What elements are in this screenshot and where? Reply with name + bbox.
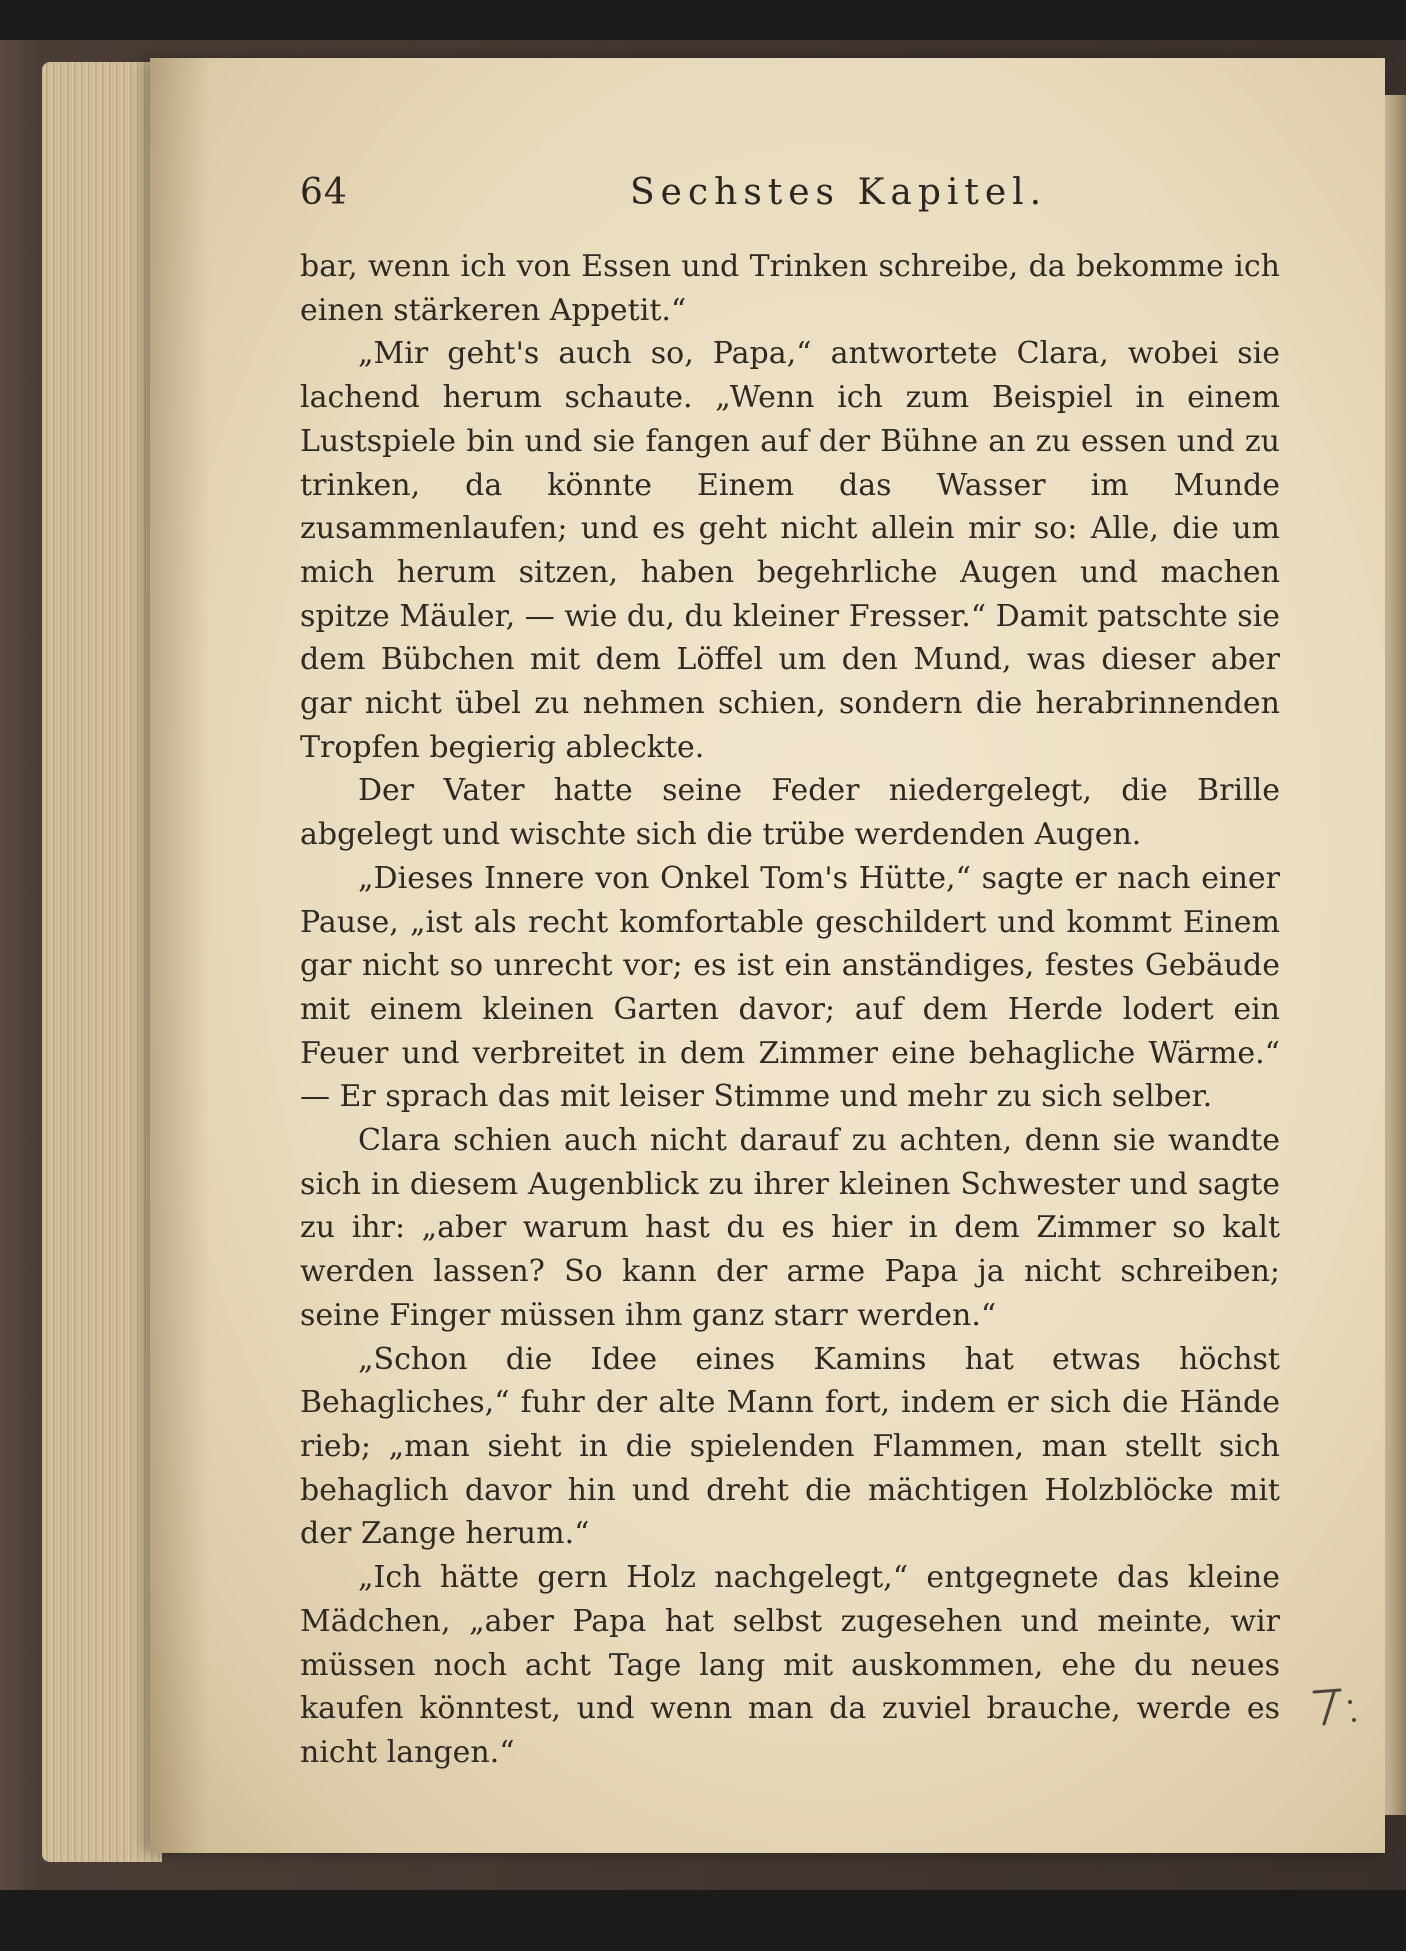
pencil-mark-icon	[1310, 1680, 1360, 1730]
paragraph: „Dieses Innere von Onkel Tom's Hütte,“ sagte er nach einer Pause, „ist als recht komfortable geschildert und kommt Einem gar nicht so unrecht vor; es ist ein anständiges, festes Gebäude mit einem kleinen Garten davor; auf dem Herde lodert ein Feuer und verbreitet in dem Zimmer eine behagliche Wärme.“ — Er sprach das mit leiser Stimme und mehr zu sich selber.	[300, 860, 1280, 1115]
page-stack-edge	[42, 62, 162, 1862]
paragraph: Clara schien auch nicht darauf zu achten, denn sie wandte sich in diesem Augenblick zu ihrer kleinen Schwester und sagte zu ihr: „aber warum hast du es hier in dem Zimmer so kalt werden lassen? So kann der arme Papa ja nicht schreiben; seine Finger müssen ihm ganz starr werden.“	[300, 1123, 1280, 1333]
page-gutter-shadow	[150, 58, 210, 1853]
paragraph: „Ich hätte gern Holz nachgelegt,“ entgegnete das kleine Mädchen, „aber Papa hat selbst zugesehen und meinte, wir müssen noch acht Tage lang mit auskommen, ehe du neues kaufen könntest, und wenn man da zuviel brauche, werde es nicht langen.“	[300, 1560, 1280, 1770]
body-text	[300, 245, 1280, 1775]
page-number: 64	[300, 172, 348, 213]
right-page-edge	[1382, 95, 1406, 1815]
paragraph: Der Vater hatte seine Feder niedergelegt, die Brille abgelegt und wischte sich die trübe werdenden Augen.	[300, 773, 1280, 853]
paragraph: bar, wenn ich von Essen und Trinken schreibe, da bekomme ich einen stärkeren Appetit.“	[300, 249, 1280, 328]
paragraph: „Schon die Idee eines Kamins hat etwas höchst Behagliches,“ fuhr der alte Mann fort, indem er sich die Hände rieb; „man sieht in die spielenden Flammen, man stellt sich behaglich davor hin und dreht die mächtigen Holzblöcke mit der Zange herum.“	[300, 1341, 1280, 1552]
page-header	[300, 172, 1280, 222]
paragraph: „Mir geht's auch so, Papa,“ antwortete Clara, wobei sie lachend herum schaute. „Wenn ich zum Beispiel in einem Lustspiele bin und sie fangen auf der Bühne an zu essen und zu trinken, da könnte Einem das Wasser im Munde zusammenlaufen; und es geht nicht allein mir so: Alle, die um mich herum sitzen, haben begehrliche Augen und machen spitze Mäuler, — wie du, du kleiner Fresser.“ Damit patschte sie dem Bübchen mit dem Löffel um den Mund, was dieser aber gar nicht übel zu nehmen schien, sondern die herabrinnenden Tropfen begierig ableckte.	[300, 336, 1280, 765]
running-title: Sechstes Kapitel.	[630, 172, 1048, 213]
